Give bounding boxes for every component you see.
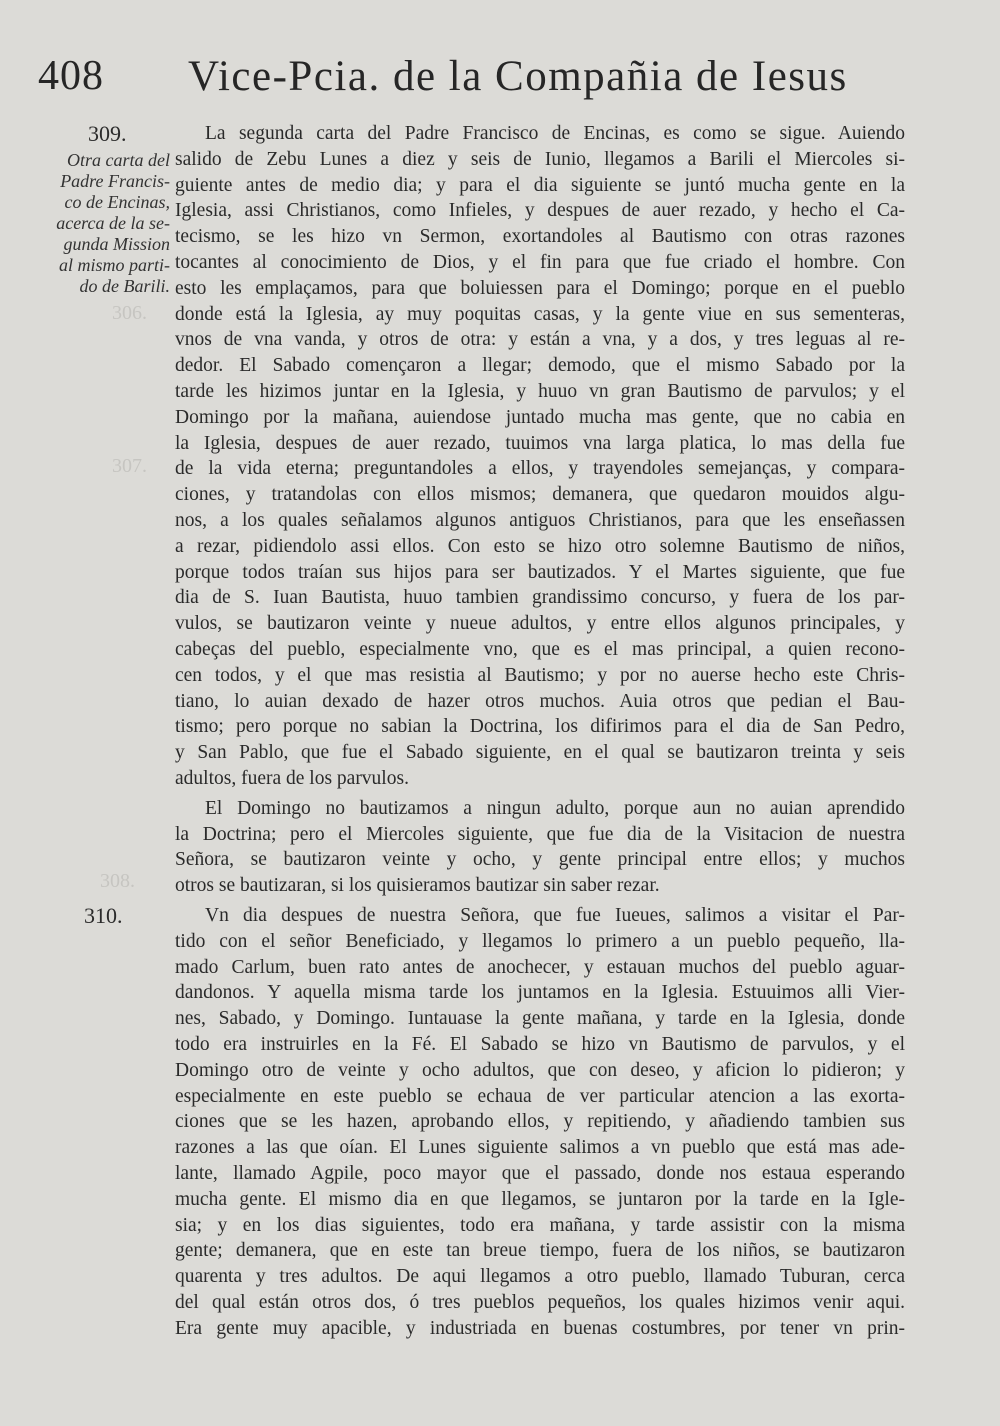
text-line: Era gente muy apacible, y industriada en buenas costumbres, por tener vn prin- — [175, 1317, 905, 1339]
section-number-309: 309. — [88, 121, 127, 146]
text-line: guiente antes de medio dia; y para el dia siguiente se juntó mucha gente en la — [175, 174, 905, 196]
text-line: nes, Sabado, y Domingo. Iuntauase la gente mañana, y tarde en la Iglesia, donde — [175, 1008, 905, 1030]
margin-note — [30, 150, 170, 297]
text-line: ciones, y tratandolas con ellos mismos; demanera, que quedaron mouidos algu- — [175, 484, 905, 506]
text-line: tarde les hizimos juntar en la Iglesia, y huuo vn gran Bautismo de parvulos; y el — [175, 381, 905, 402]
text-line: tecismo, se les hizo vn Sermon, exortandoles al Bautismo con otras razones — [175, 226, 905, 248]
text-line: lante, llamado Agpile, poco mayor que el passado, donde nos estaua esperando — [175, 1163, 905, 1184]
text-line: vnos de vna vanda, y otros de otra: y están a vna, y a dos, y tres leguas al re- — [175, 329, 905, 351]
text-line: vulos, se bautizaron veinte y nueue adultos, y entre ellos algunos principales, y — [175, 613, 905, 635]
text-line: Iglesia, assi Christianos, como Infieles, y despues de auer rezado, y hecho el Ca- — [175, 200, 905, 222]
text-line: cen todos, y el que mas resistia al Bautismo; y por no auerse hecho este Chris- — [175, 664, 905, 686]
text-line: ciones que se les hazen, aprobando ellos, y repitiendo, y añadiendo tambien sus — [175, 1111, 905, 1133]
page-number: 408 — [38, 53, 104, 99]
text-line: sia; y en los dias siguientes, todo era mañana, y tarde assistir con la misma — [175, 1214, 905, 1236]
text-line: especialmente en este pueblo se echaua de ver particular atencion a las exorta- — [175, 1085, 905, 1107]
text-line: tiano, lo auian dexado de hazer otros muchos. Auia otros que pedian el Bau- — [175, 690, 905, 712]
section-number-310: 310. — [84, 903, 123, 928]
text-line: a rezar, pidiendolo assi ellos. Con esto se hizo otro solemne Bautismo de niños, — [175, 535, 905, 557]
margin-note-line: acerca de la se- — [56, 213, 170, 233]
text-line: tismo; pero porque no sabian la Doctrina, los difirimos para el dia de San Pedro, — [175, 716, 905, 738]
text-line: otros se bautizaran, si los quisieramos bautizar sin saber rezar. — [175, 875, 660, 897]
margin-note-line: Otra carta del — [67, 150, 170, 170]
text-line: Vn dia despues de nuestra Señora, que fue Iueues, salimos a visitar el Par- — [205, 905, 905, 926]
text-line: nos, a los quales señalamos algunos antiguos Christianos, para que les enseñassen — [175, 510, 905, 531]
margin-note-line: al mismo parti- — [58, 255, 170, 275]
text-line: la Doctrina; pero el Miercoles siguiente, que fue dia de la Visitacion de nuestra — [175, 823, 905, 845]
text-line: donde está la Iglesia, ay muy poquitas casas, y la gente viue en sus sementeras, — [175, 303, 905, 325]
text-line: La segunda carta del Padre Francisco de Encinas, es como se sigue. Auiendo — [205, 123, 905, 144]
bleed-through-307: 307. — [112, 455, 147, 477]
text-line: quarenta y tres adultos. De aqui llegamos a otro pueblo, llamado Tuburan, cerca — [175, 1266, 905, 1288]
text-line: gente; demanera, que en este tan breue tiempo, fuera de los niños, se bautizaron — [175, 1240, 905, 1262]
text-line: de la vida eterna; preguntandoles a ellos, y trayendoles semejanças, y compara- — [175, 458, 905, 480]
margin-note-line: co de Encinas, — [64, 192, 170, 212]
text-line: porque todos traían sus hijos para ser bautizados. Y el Martes siguiente, que fue — [175, 561, 905, 583]
text-line: razones a las que oían. El Lunes siguiente salimos a vn pueblo que está mas ade- — [175, 1137, 905, 1159]
margin-note-line: do de Barili. — [79, 276, 170, 296]
bleed-through-308: 308. — [100, 870, 135, 892]
text-line: y San Pablo, que fue el Sabado siguiente, en el qual se bautizaron treinta y seis — [175, 742, 905, 764]
text-line: la Iglesia, despues de auer rezado, tuuimos vna larga platica, lo mas della fue — [175, 432, 905, 454]
margin-note-line: Padre Francis- — [60, 171, 170, 191]
margin-note-line: gunda Mission — [63, 234, 170, 254]
text-line: dandonos. Y aquella misma tarde los juntamos en la Iglesia. Estuuimos alli Vier- — [175, 982, 905, 1004]
text-line: mucha gente. El mismo dia en que llegamos, se juntaron por la tarde en la Igle- — [175, 1188, 905, 1210]
text-line: dia de S. Iuan Bautista, huuo tambien grandissimo concurso, y fuera de los par- — [175, 587, 905, 609]
text-line: tocantes al conocimiento de Dios, y el fin para que fue criado el hombre. Con — [175, 252, 905, 273]
text-line: Domingo otro de veinte y ocho adultos, que con deseo, y aficion lo pidieron; y — [175, 1059, 905, 1081]
text-line: esto les emplaçamos, para que boluiessen para el Domingo; porque en el pueblo — [175, 277, 905, 299]
bleed-through-306: 306. — [112, 302, 147, 324]
running-head: Vice-Pcia. de la Compañia de Iesus — [188, 53, 848, 100]
text-line: dedor. El Sabado començaron a llegar; demodo, que el mismo Sabado por la — [175, 355, 905, 377]
text-line: mado Carlum, buen rato antes de anochecer, y estauan muchos del pueblo aguar- — [175, 956, 905, 978]
text-line: del qual están otros dos, ó tres pueblos pequeños, los quales hizimos venir aqui. — [175, 1292, 905, 1313]
text-line: todo era instruirles en la Fé. El Sabado se hizo vn Bautismo de parvulos, y el — [175, 1034, 905, 1055]
text-line: salido de Zebu Lunes a diez y seis de Iunio, llegamos a Barili el Miercoles si- — [175, 148, 905, 170]
text-line: adultos, fuera de los parvulos. — [175, 768, 409, 789]
text-line: El Domingo no bautizamos a ningun adulto, porque aun no auian aprendido — [205, 797, 905, 819]
text-line: Señora, se bautizaron veinte y ocho, y gente principal entre ellos; y muchos — [175, 849, 905, 871]
text-line: cabeças del pueblo, especialmente vno, que es el mas principal, a quien recono- — [175, 639, 905, 660]
text-line: Domingo por la mañana, auiendose juntado mucha mas gente, que no cabia en — [175, 406, 905, 428]
text-line: tido con el señor Beneficiado, y llegamos lo primero a un pueblo pequeño, lla- — [175, 930, 905, 952]
